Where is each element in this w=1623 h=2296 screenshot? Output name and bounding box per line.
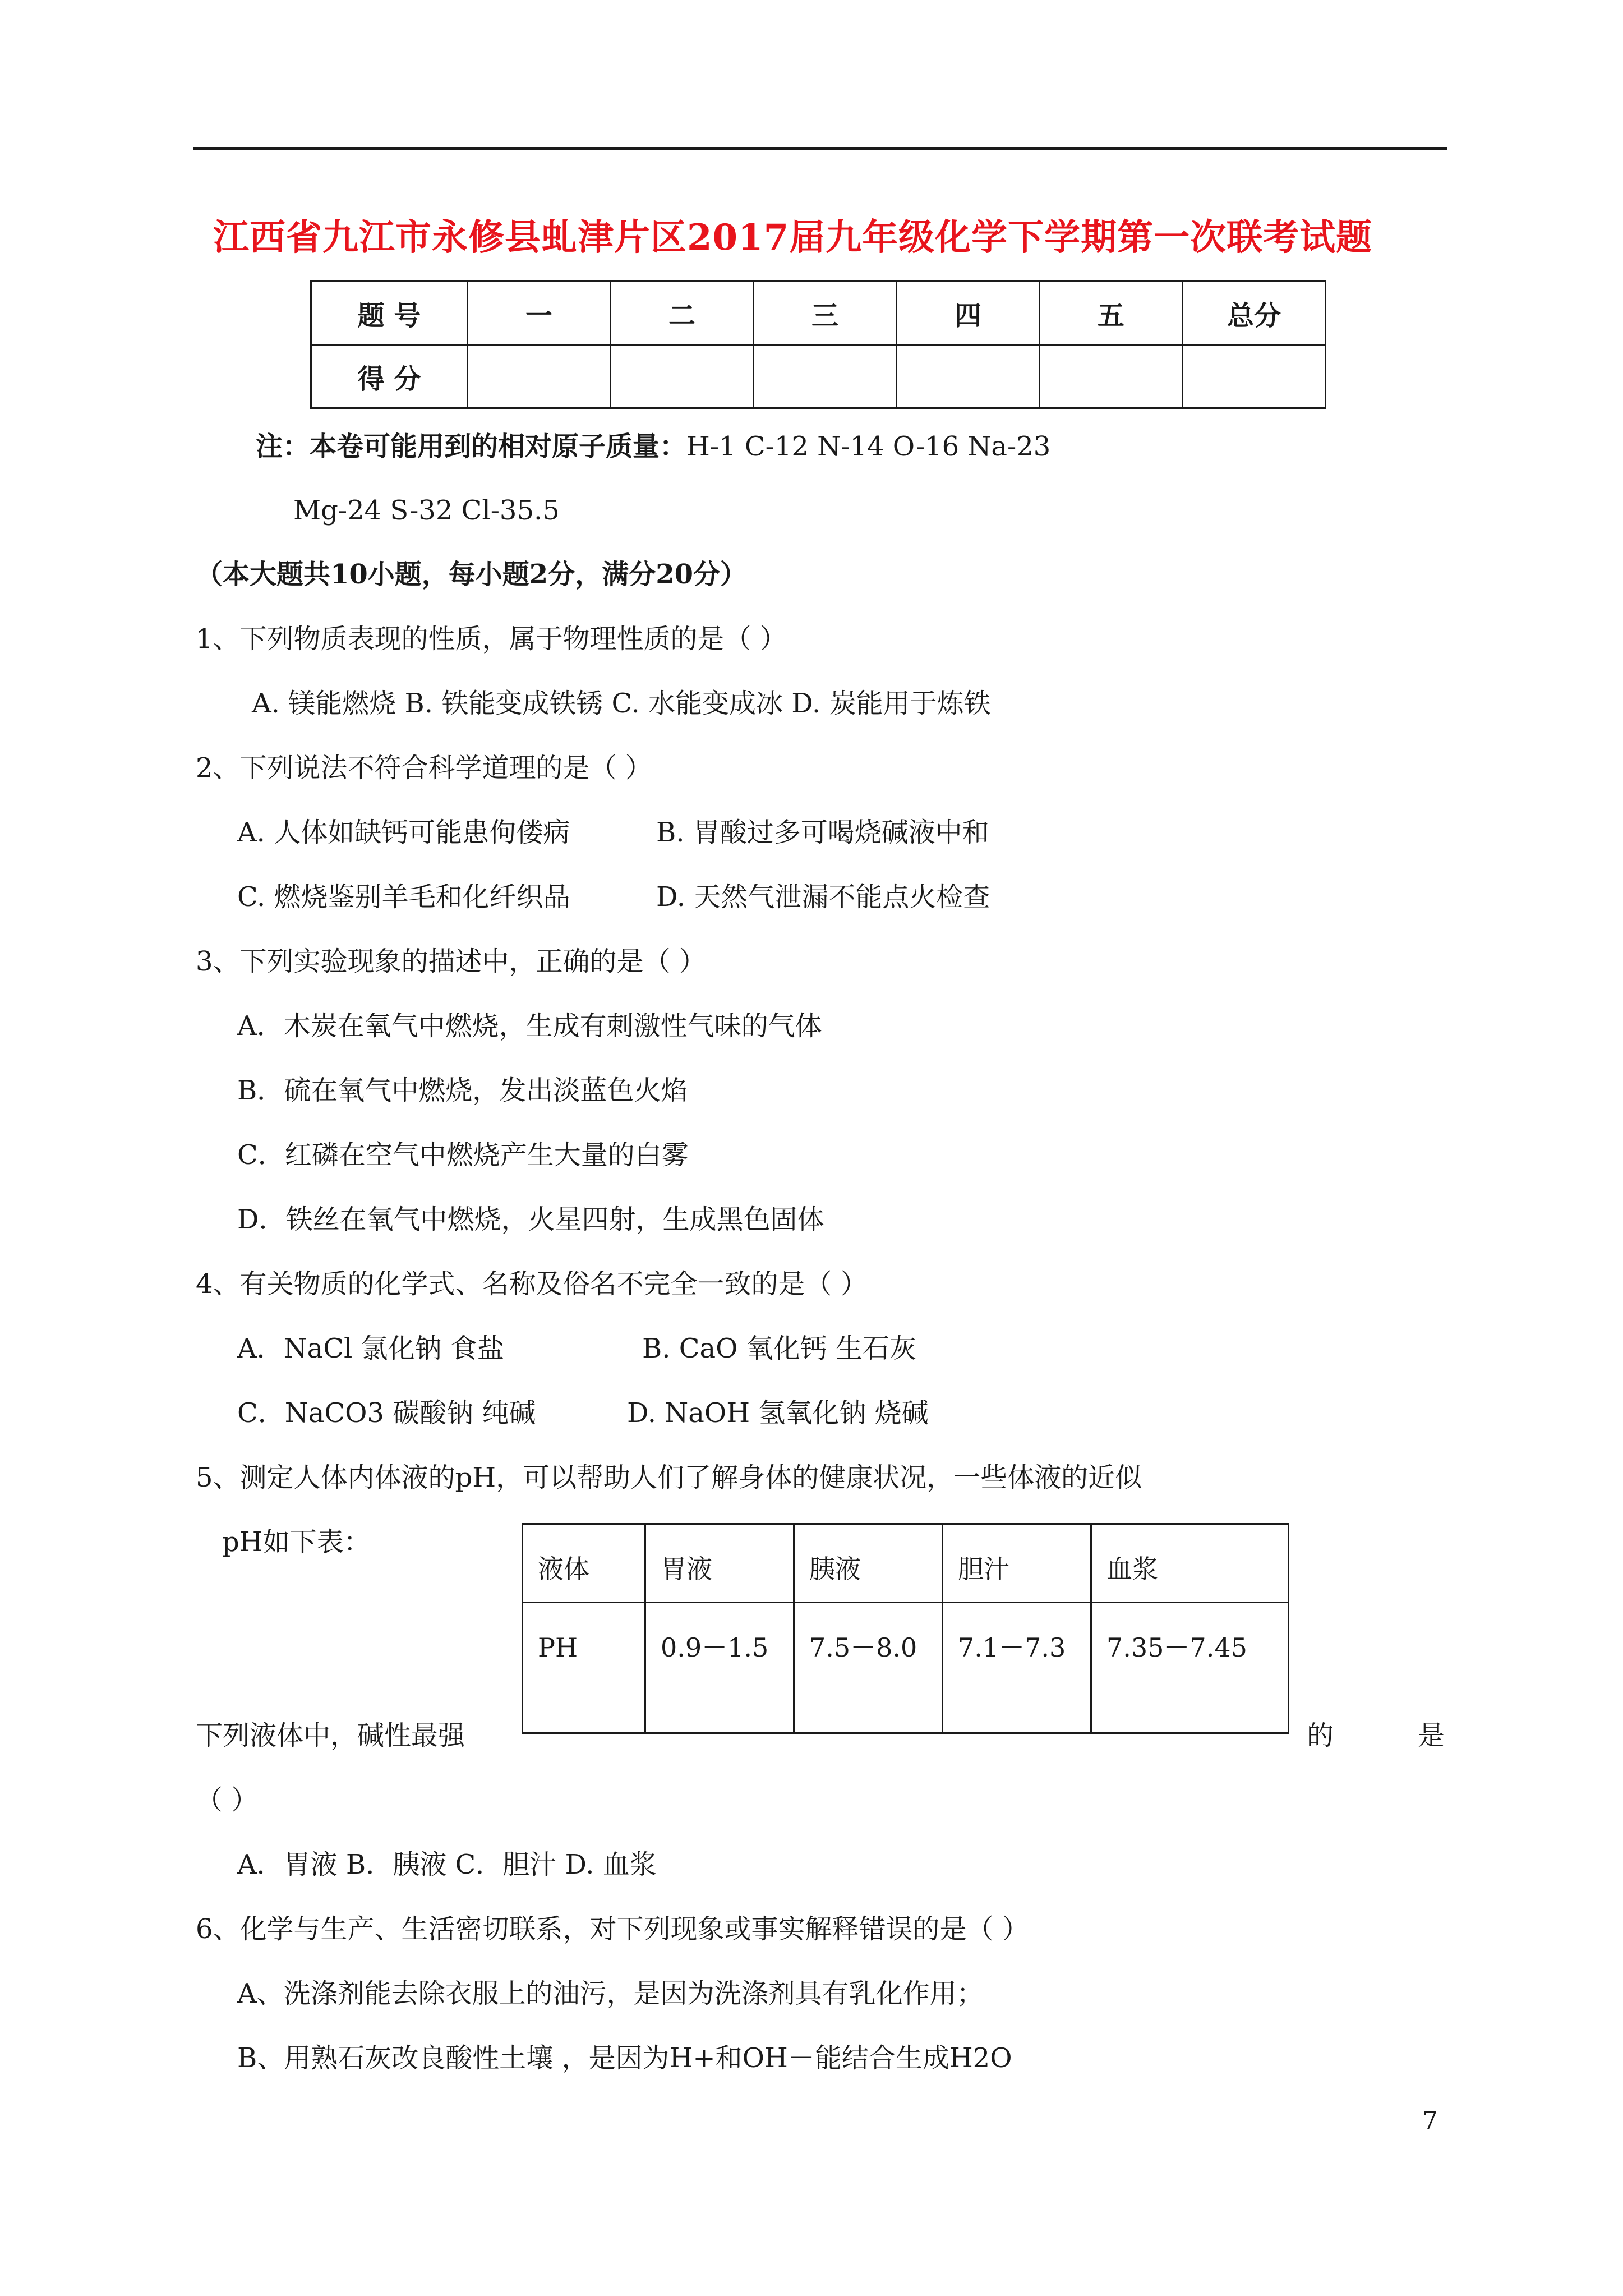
score-header-cell: 五 [1040, 282, 1183, 345]
q2-option-d: D. 天然气泄漏不能点火检查 [656, 881, 990, 913]
q5-ask-shi: 是 [1418, 1720, 1445, 1751]
score-header-cell: 三 [754, 282, 897, 345]
q5-options: A．胃液 B．胰液 C．胆汁 D. 血浆 [237, 1849, 657, 1880]
q3-option-a: A．木炭在氧气中燃烧，生成有刺激性气味的气体 [237, 1010, 822, 1042]
score-row-label: 得 分 [311, 345, 468, 408]
ph-header-cell: 液体 [523, 1524, 645, 1603]
score-blank-cell [468, 345, 611, 408]
note-masses-line1: H-1 C-12 N-14 O-16 Na-23 [686, 431, 1051, 462]
score-blank-cell [1040, 345, 1183, 408]
q2-option-c: C. 燃烧鉴别羊毛和化纤织品 [237, 881, 570, 913]
q2-stem: 2、下列说法不符合科学道理的是（ ） [196, 752, 652, 784]
q6-stem: 6、化学与生产、生活密切联系，对下列现象或事实解释错误的是（ ） [196, 1913, 1029, 1945]
q3-option-c: C．红磷在空气中燃烧产生大量的白雾 [237, 1139, 689, 1171]
q5-ask-de: 的 [1307, 1720, 1334, 1751]
q4-option-a: A．NaCl 氯化钠 食盐 [237, 1333, 504, 1364]
q1-options: A. 镁能燃烧 B. 铁能变成铁锈 C. 水能变成冰 D. 炭能用于炼铁 [252, 688, 991, 719]
ph-value-cell: 7.35－7.45 [1091, 1603, 1289, 1733]
score-header-cell: 四 [897, 282, 1040, 345]
q5-stem: 5、测定人体内体液的pH，可以帮助人们了解身体的健康状况，一些体液的近似 [196, 1462, 1142, 1493]
score-header-cell: 一 [468, 282, 611, 345]
q5-ask-left: 下列液体中，碱性最强 [196, 1720, 465, 1751]
page-title: 江西省九江市永修县虬津片区2017届九年级化学下学期第一次联考试题 [213, 217, 1373, 259]
ph-header-cell: 胰液 [794, 1524, 943, 1603]
q2-option-b: B. 胃酸过多可喝烧碱液中和 [656, 817, 989, 848]
score-header-cell: 总分 [1183, 282, 1326, 345]
q4-option-c: C．NaCO3 碳酸钠 纯碱 [237, 1397, 536, 1429]
q5-answer-paren: （ ） [196, 1784, 259, 1816]
page-number: 7 [1422, 2106, 1438, 2135]
score-blank-cell [897, 345, 1040, 408]
ph-row-label: PH [523, 1603, 645, 1733]
ph-value-cell: 7.5－8.0 [794, 1603, 943, 1733]
q5-stem-continued: pH如下表： [222, 1526, 371, 1558]
q4-option-b: B. CaO 氧化钙 生石灰 [642, 1333, 917, 1364]
q4-stem: 4、有关物质的化学式、名称及俗名不完全一致的是（ ） [196, 1268, 868, 1300]
q3-option-d: D．铁丝在氧气中燃烧，火星四射，生成黑色固体 [237, 1204, 824, 1235]
q6-option-a: A、洗涤剂能去除衣服上的油污，是因为洗涤剂具有乳化作用； [237, 1978, 984, 2009]
ph-value-cell: 0.9－1.5 [645, 1603, 794, 1733]
score-table [310, 280, 1326, 409]
score-blank-cell [611, 345, 754, 408]
q1-stem: 1、下列物质表现的性质，属于物理性质的是（ ） [196, 623, 787, 655]
header-rule [193, 147, 1447, 150]
section-header: （本大题共10小题，每小题2分，满分20分） [196, 559, 747, 590]
q4-option-d: D. NaOH 氢氧化钠 烧碱 [627, 1397, 929, 1429]
score-table-score-row [311, 345, 1326, 408]
ph-table-header-row [523, 1524, 1289, 1603]
q3-stem: 3、下列实验现象的描述中，正确的是（ ） [196, 946, 706, 977]
score-header-cell: 二 [611, 282, 754, 345]
atomic-mass-note [256, 433, 1050, 460]
ph-header-cell: 血浆 [1091, 1524, 1289, 1603]
score-table-header-row [311, 282, 1326, 345]
ph-value-cell: 7.1－7.3 [943, 1603, 1091, 1733]
q2-option-a: A. 人体如缺钙可能患佝偻病 [237, 817, 570, 848]
score-blank-cell [1183, 345, 1326, 408]
note-masses-line2: Mg-24 S-32 Cl-35.5 [293, 495, 560, 526]
ph-header-cell: 胆汁 [943, 1524, 1091, 1603]
ph-table [522, 1523, 1289, 1734]
note-prefix: 注：本卷可能用到的相对原子质量： [256, 431, 687, 462]
q3-option-b: B．硫在氧气中燃烧，发出淡蓝色火焰 [237, 1075, 688, 1106]
ph-table-value-row [523, 1603, 1289, 1733]
score-blank-cell [754, 345, 897, 408]
q6-option-b: B、用熟石灰改良酸性土壤 ，是因为H+和OH－能结合生成H2O [237, 2042, 1012, 2074]
ph-header-cell: 胃液 [645, 1524, 794, 1603]
score-header-cell: 题 号 [311, 282, 468, 345]
